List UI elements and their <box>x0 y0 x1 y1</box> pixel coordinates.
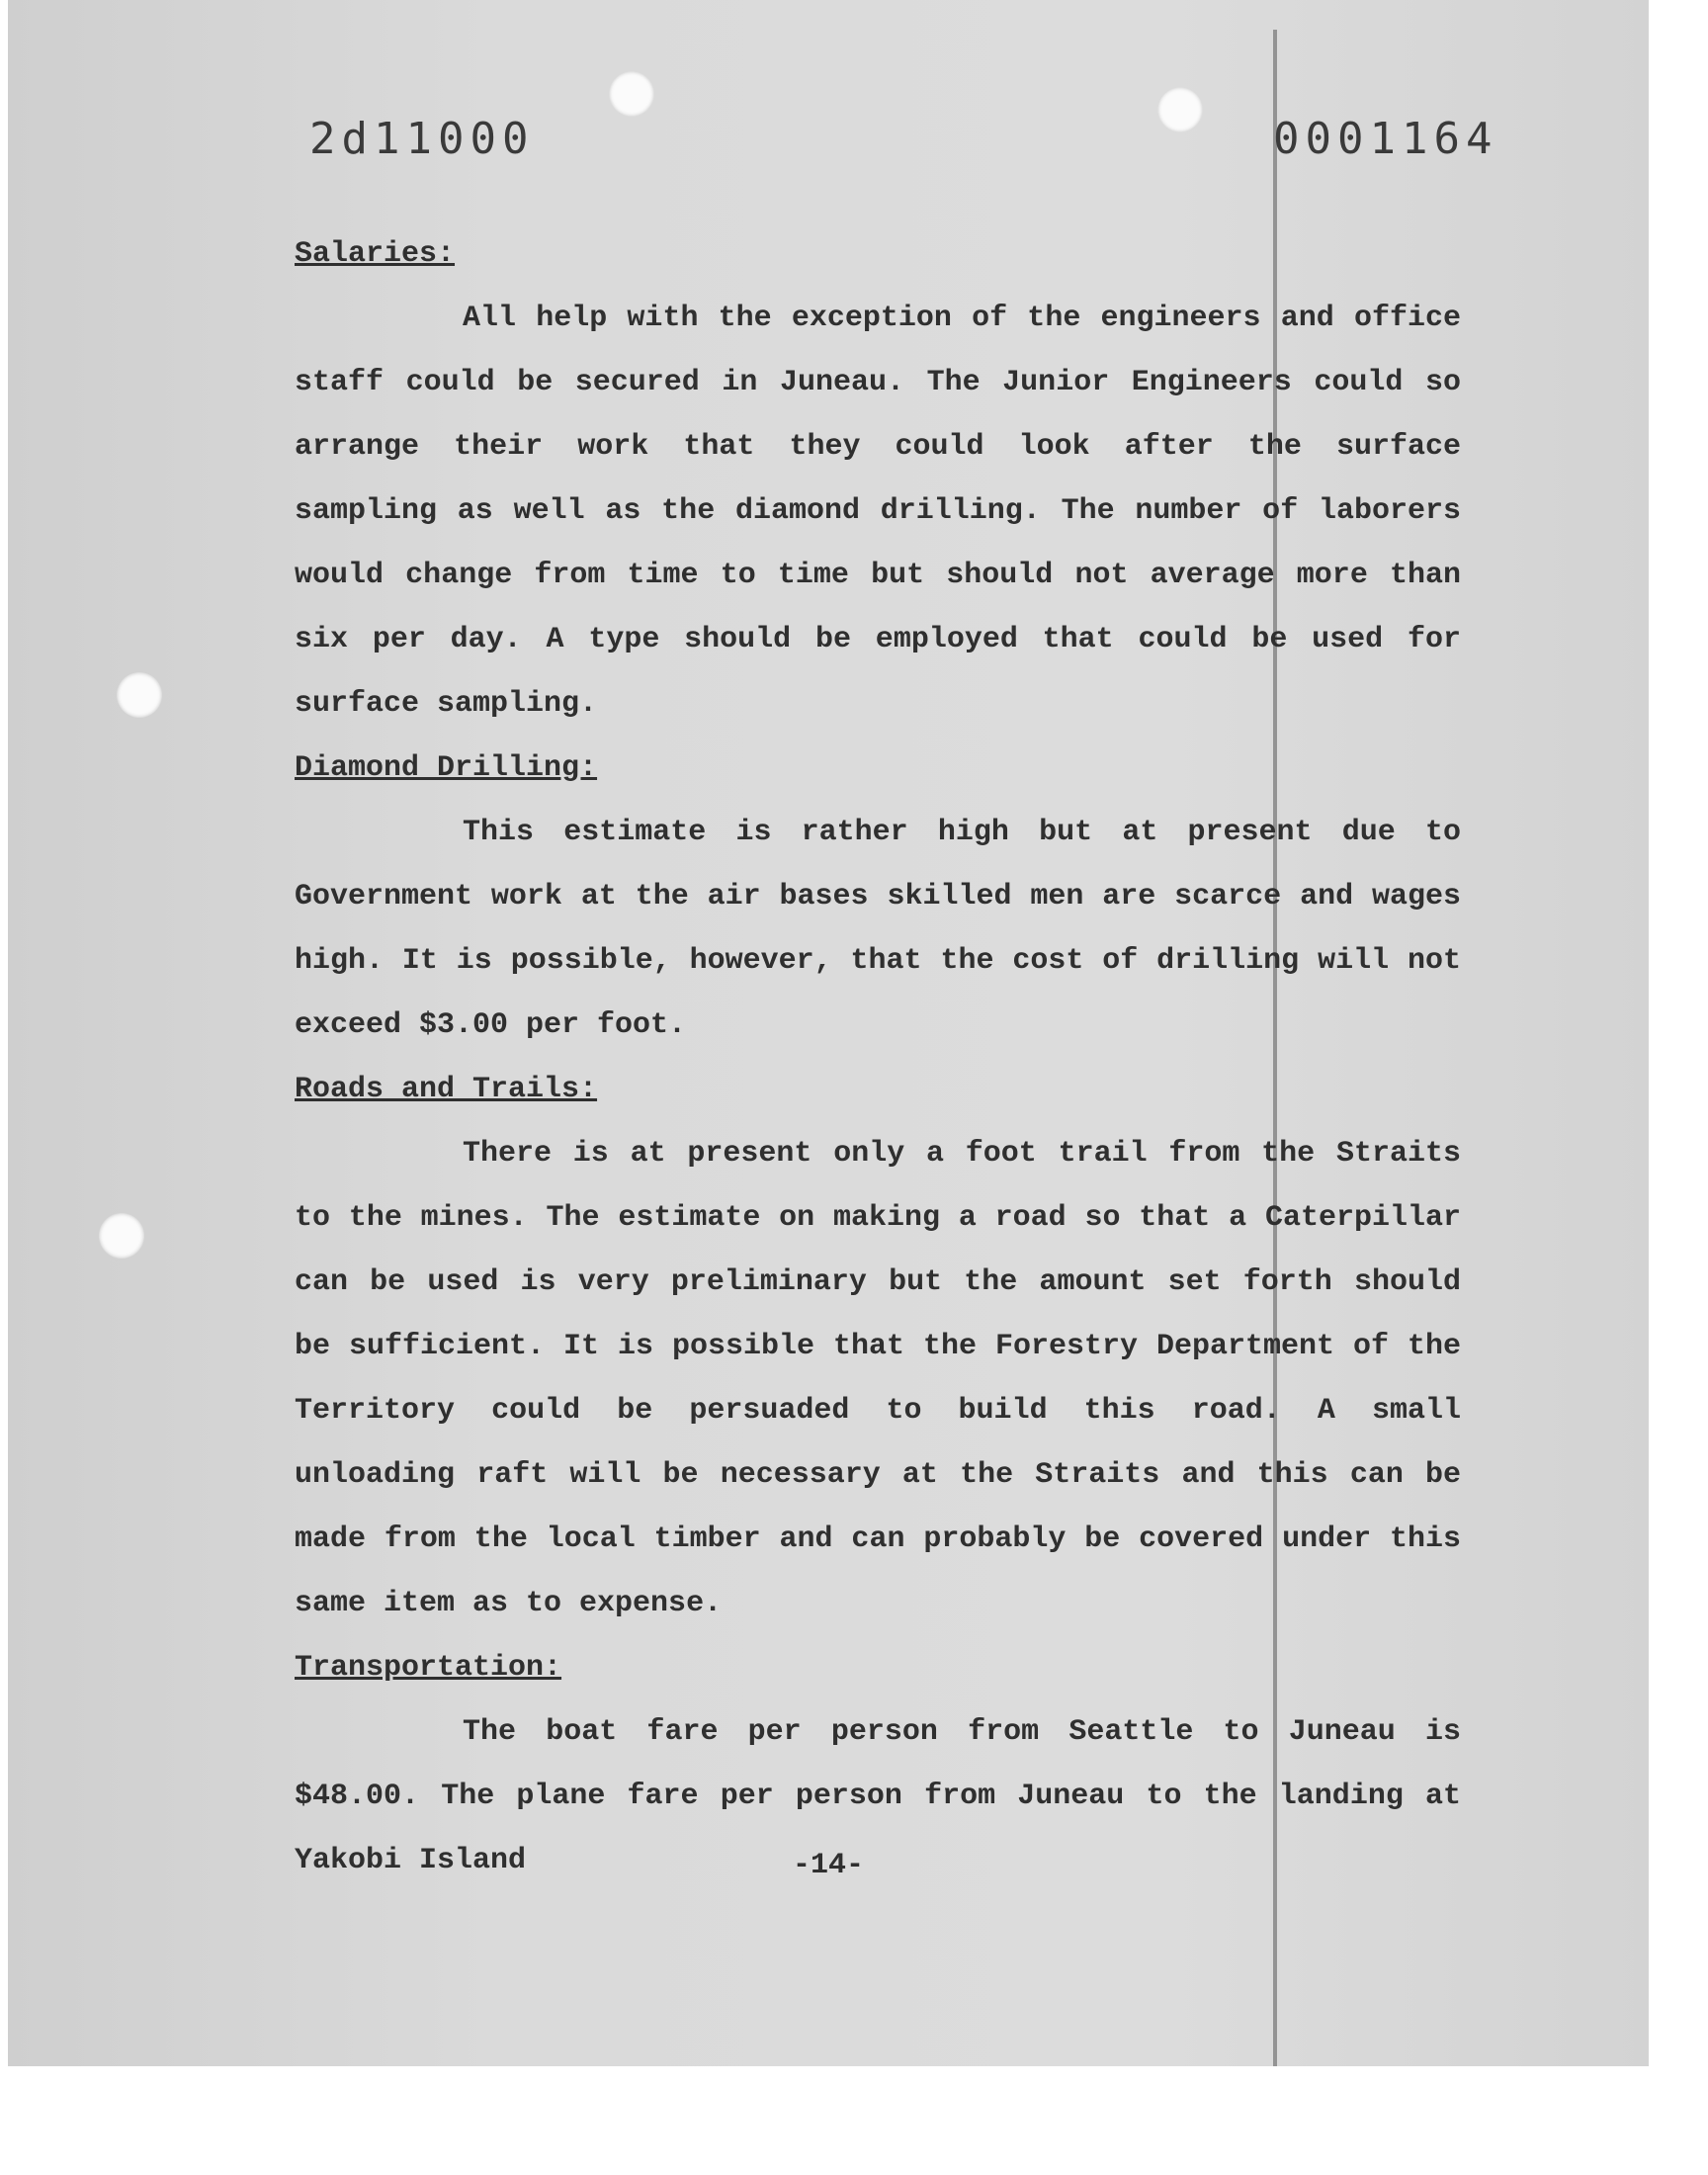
section-heading: Diamond Drilling: <box>295 751 598 785</box>
punch-hole <box>99 1213 144 1259</box>
section-transportation <box>295 1636 1461 1893</box>
punch-hole <box>1157 87 1203 132</box>
stamp-right: 0001164 <box>1273 114 1498 164</box>
document-body <box>295 222 1461 1893</box>
section-paragraph: All help with the exception of the engineers and office staff could be secured in Juneau. The Junior Engineers could so arrange their work that they could look after the surface sampling as well as the diamond drilling. The number of laborers would change from time to time but should not average more than six per day. A type should be employed that could be used for surface sampling. <box>295 302 1461 721</box>
punch-hole <box>609 71 654 117</box>
section-salaries <box>295 222 1461 737</box>
section-heading: Transportation: <box>295 1651 562 1685</box>
section-paragraph: This estimate is rather high but at present due to Government work at the air bases skilled men are scarce and wages high. It is possible, however, that the cost of drilling will not exceed $3.00 per foot. <box>295 816 1461 1042</box>
section-heading: Salaries: <box>295 237 456 271</box>
paper-sheet <box>8 0 1649 2066</box>
punch-hole <box>117 672 162 718</box>
section-paragraph: There is at present only a foot trail from the Straits to the mines. The estimate on making a road so that a Caterpillar can be used is very preliminary but the amount set forth should be sufficient. It is possible that the Forestry Department of the Territory could be persuaded to build this road. A small unloading raft will be necessary at the Straits and this can be made from the local timber and can probably be covered under this same item as to expense. <box>295 1137 1461 1620</box>
section-diamond-drilling <box>295 737 1461 1058</box>
section-paragraph: The boat fare per person from Seattle to Juneau is $48.00. The plane fare per person from Juneau to the landing at Yakobi Island <box>295 1715 1461 1877</box>
stamp-left: 2d11000 <box>309 114 535 164</box>
section-roads-and-trails <box>295 1058 1461 1636</box>
section-heading: Roads and Trails: <box>295 1073 598 1106</box>
page-number: -14- <box>792 1849 864 1882</box>
